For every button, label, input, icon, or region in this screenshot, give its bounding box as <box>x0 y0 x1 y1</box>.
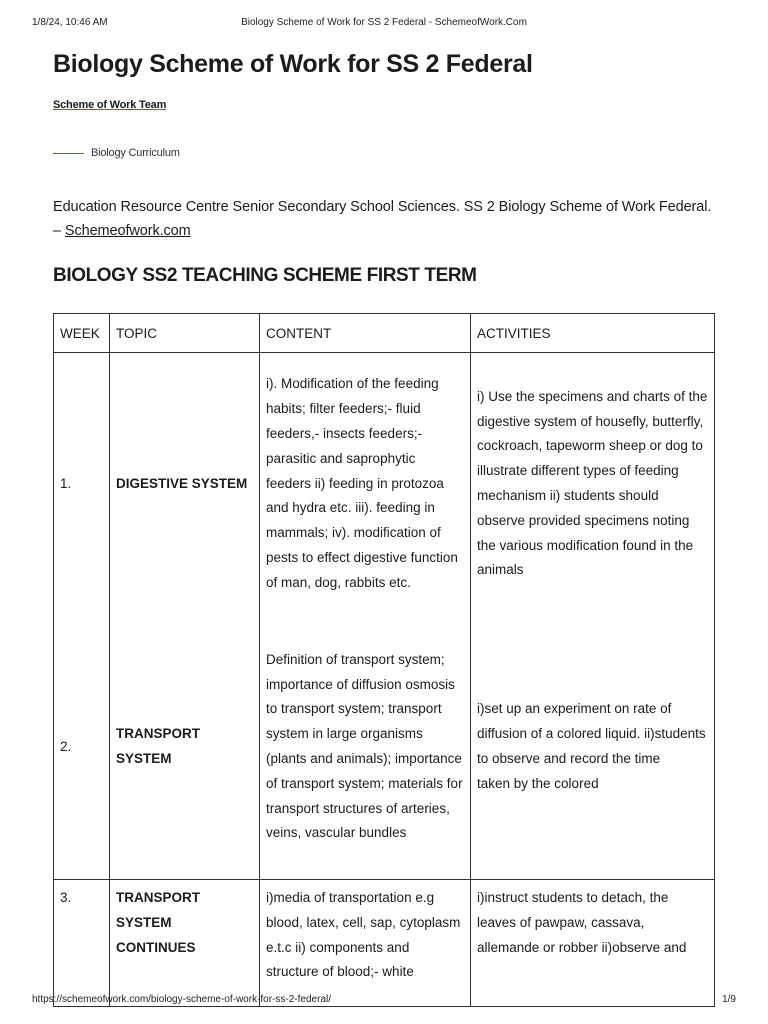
header-topic: TOPIC <box>110 314 260 353</box>
table-row <box>54 615 715 880</box>
cell-topic: TRANSPORT SYSTEM CONTINUES <box>110 880 260 1007</box>
author-link[interactable]: Scheme of Work Team <box>53 99 167 111</box>
cell-week: 1. <box>54 353 110 616</box>
header-week: WEEK <box>54 314 110 353</box>
cell-topic: TRANSPORT SYSTEM <box>110 615 260 880</box>
intro-link[interactable]: Schemeofwork.com <box>64 223 191 239</box>
cell-activities: i)set up an experiment on rate of diffusion of a colored liquid. ii)students to observe and record the time taken by the colored <box>471 615 715 880</box>
print-datetime: 1/8/24, 10:46 AM <box>32 17 108 28</box>
category-divider <box>53 153 84 154</box>
table-header-row <box>54 314 715 353</box>
header-content: CONTENT <box>260 314 471 353</box>
cell-content: Definition of transport system; importance of diffusion osmosis to transport system; transport system in large organisms (plants and animals); importance of transport system; materials for transport structures of arteries, veins, vascular bundles <box>260 615 471 880</box>
table-row <box>54 353 715 616</box>
scheme-table <box>53 313 715 1007</box>
print-footer <box>0 994 768 1008</box>
category-label: Biology Curriculum <box>91 147 180 159</box>
page-number: 1/9 <box>722 994 736 1005</box>
print-page-title: Biology Scheme of Work for SS 2 Federal - SchemeofWork.Com <box>241 17 527 28</box>
article-title: Biology Scheme of Work for SS 2 Federal <box>53 50 533 78</box>
intro-paragraph <box>53 195 713 243</box>
cell-week: 2. <box>54 615 110 880</box>
cell-content: i). Modification of the feeding habits; filter feeders;- fluid feeders,- insects feeders;- parasitic and saprophytic feeders ii) feeding in protozoa and hydra etc. iii). feeding in mammals; iv). modification of pests to effect digestive function of man, dog, rabbits etc. <box>260 353 471 616</box>
print-header <box>0 17 768 31</box>
header-activities: ACTIVITIES <box>471 314 715 353</box>
cell-topic: DIGESTIVE SYSTEM <box>110 353 260 616</box>
section-heading: BIOLOGY SS2 TEACHING SCHEME FIRST TERM <box>53 265 477 286</box>
cell-content: i)media of transportation e.g blood, latex, cell, sap, cytoplasm e.t.c ii) components and structure of blood;- white <box>260 880 471 1007</box>
cell-activities: i)instruct students to detach, the leaves of pawpaw, cassava, allemande or robber ii)observe and <box>471 880 715 1007</box>
intro-text: Education Resource Centre Senior Secondary School Sciences. SS 2 Biology Scheme of Work Federal. – <box>53 199 712 239</box>
table-row <box>54 880 715 1007</box>
cell-week: 3. <box>54 880 110 1007</box>
cell-activities: i) Use the specimens and charts of the digestive system of housefly, butterfly, cockroach, tapeworm sheep or dog to illustrate different types of feeding mechanism ii) students should observe provided specimens noting the various modification found in the animals <box>471 353 715 616</box>
print-url: https://schemeofwork.com/biology-scheme-of-work-for-ss-2-federal/ <box>32 994 331 1005</box>
